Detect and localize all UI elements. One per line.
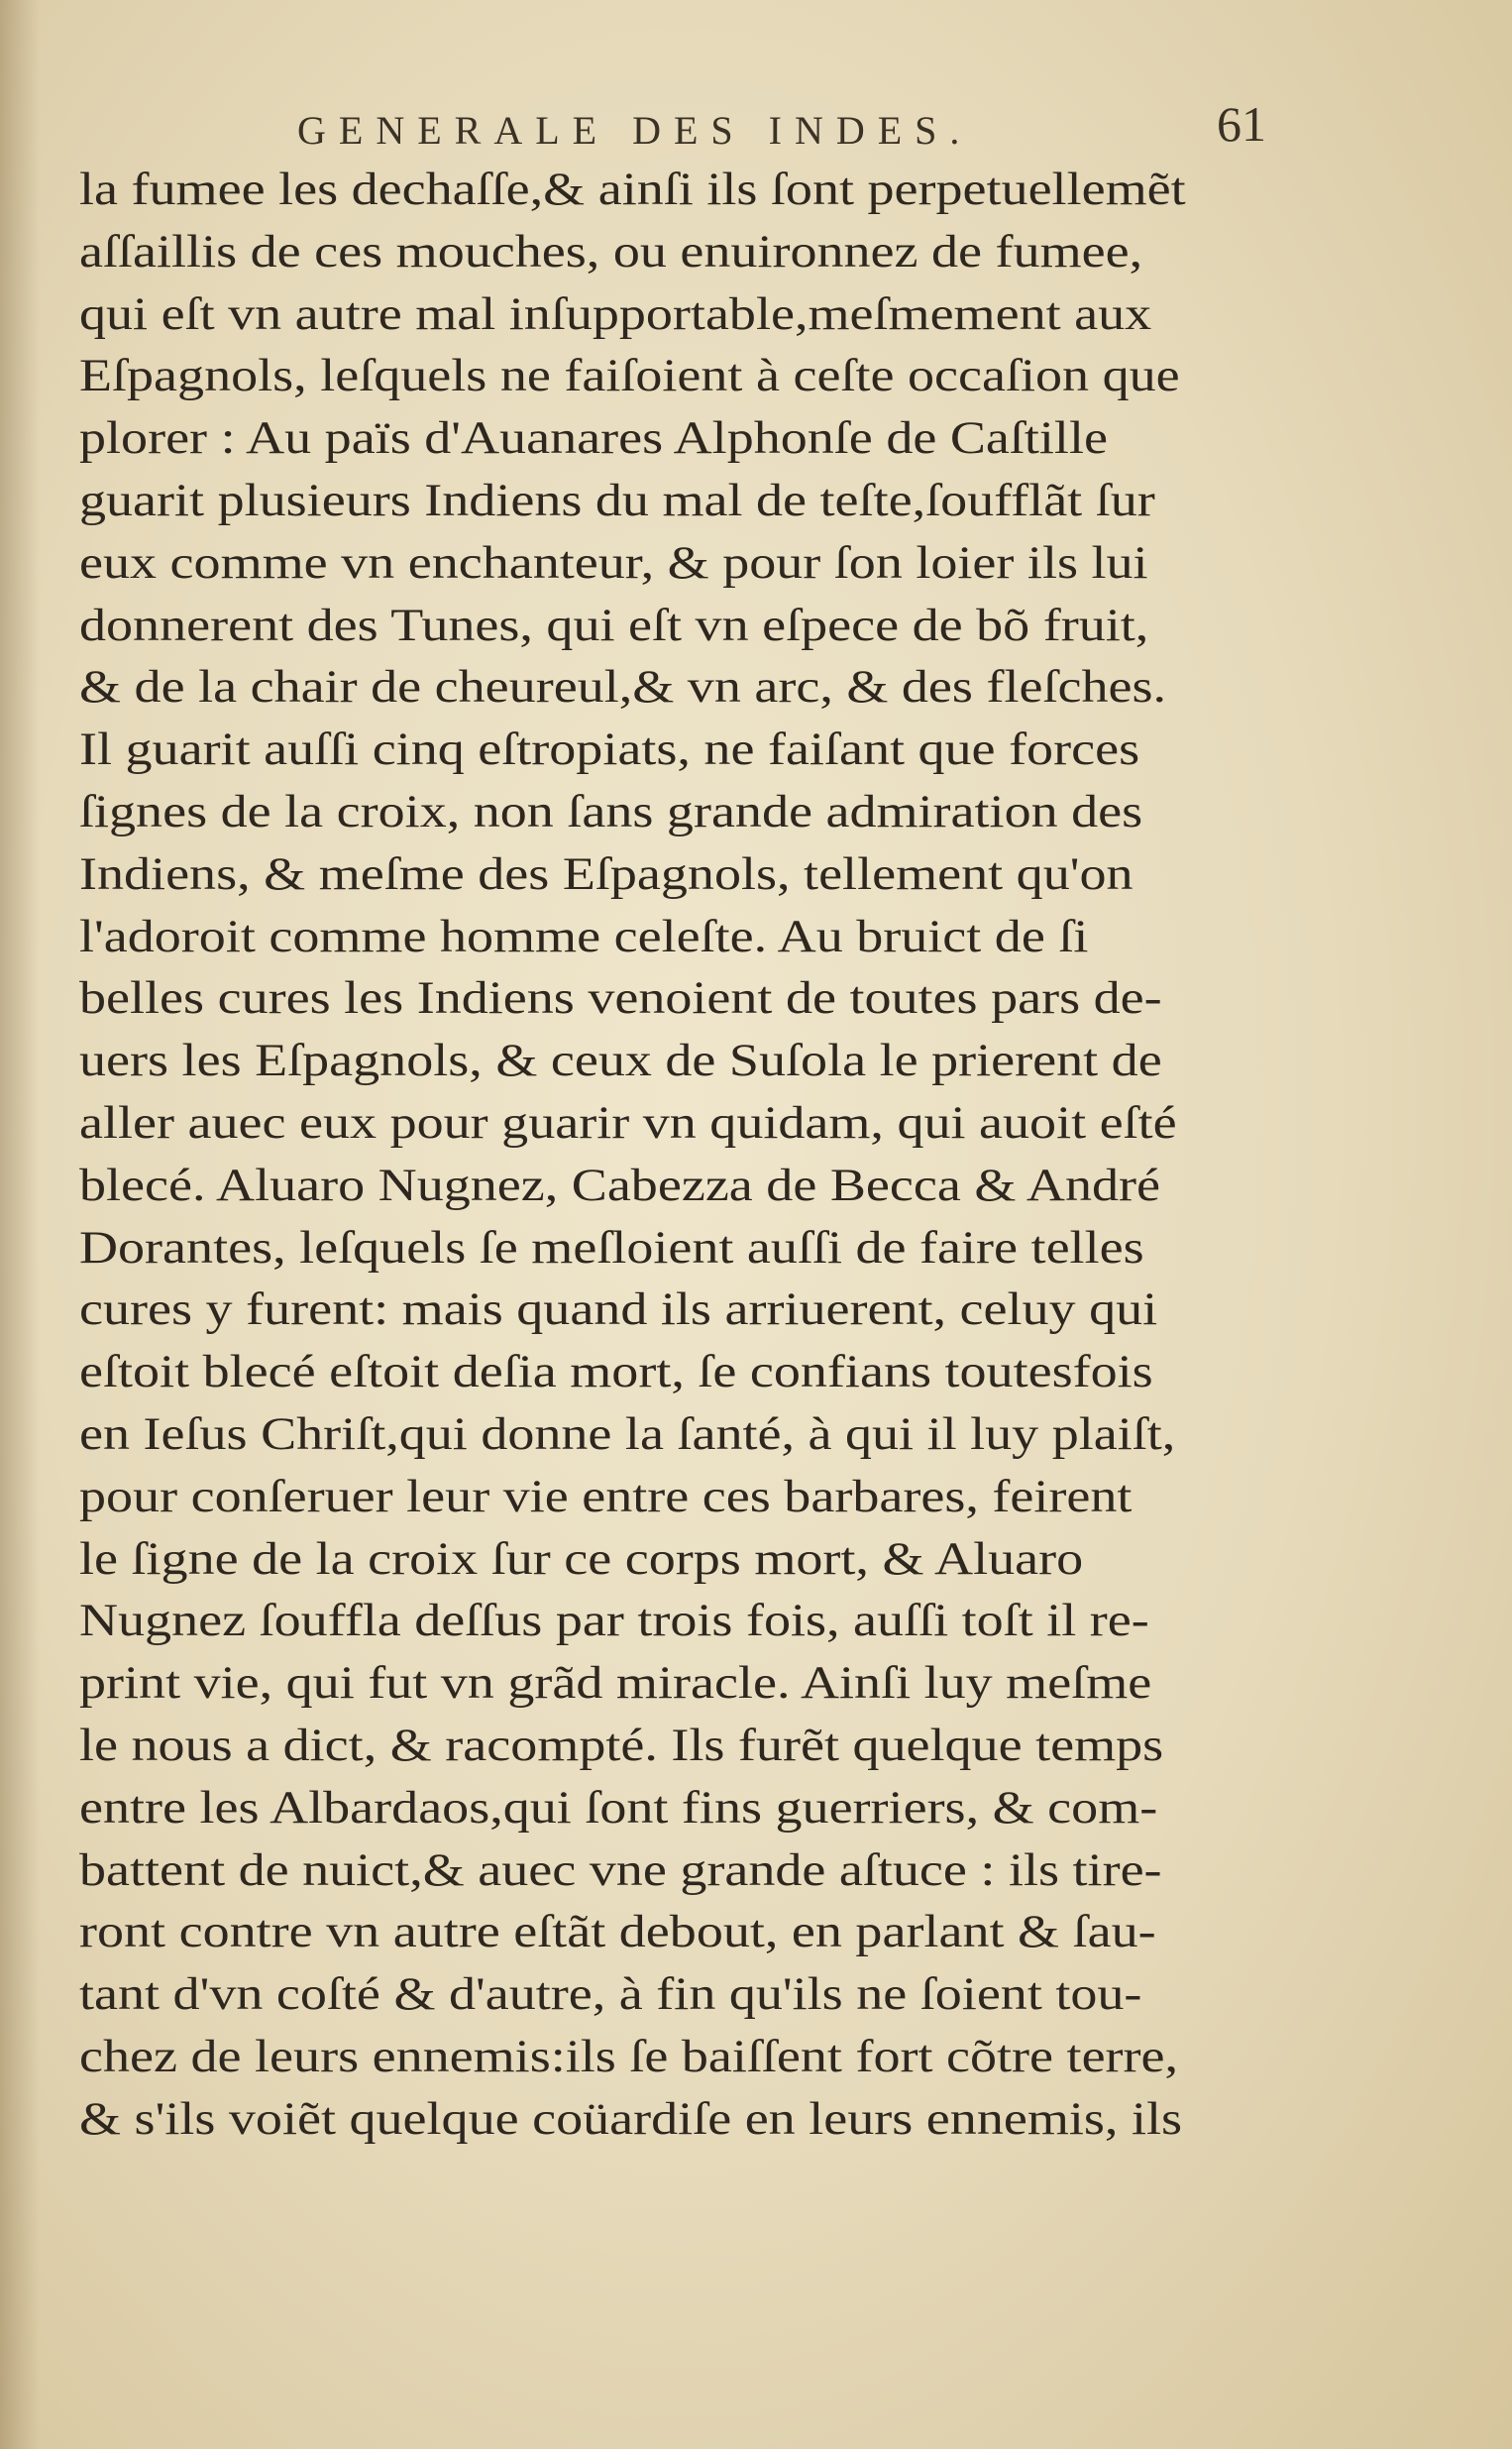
text-line-content: ront contre vn autre eſtãt debout, en parlant & ſau- [79, 1906, 1156, 1958]
text-line [79, 1341, 1268, 1403]
text-line [79, 159, 1268, 221]
text-line-content: ſignes de la croix, non ſans grande admiration des [79, 785, 1143, 837]
text-line-content: qui eſt vn autre mal inſupportable,meſmement aux [79, 287, 1152, 340]
text-line-content: & s'ils voiẽt quelque coüardiſe en leurs ennemis, ils [79, 2092, 1183, 2145]
text-line-content: pour conſeruer leur vie entre ces barbares, feirent [79, 1470, 1133, 1522]
text-line-content: guarit plusieurs Indiens du mal de teſte,ſoufflãt ſur [79, 474, 1155, 526]
text-line-content: eſtoit blecé eſtoit deſia mort, ſe confians toutesfois [79, 1346, 1153, 1398]
text-line [79, 1466, 1268, 1528]
text-line-content: cures y furent: mais quand ils arriuerent, celuy qui [79, 1283, 1158, 1336]
text-line-content: Eſpagnols, leſquels ne faiſoient à ceſte occaſion que [79, 350, 1180, 402]
text-line-content: entre les Albardaos,qui ſont fins guerriers, & com- [79, 1781, 1158, 1834]
text-line-content: la fumee les dechaſſe,& ainſi ils ſont perpetuellemẽt [79, 164, 1186, 215]
text-line-content: le nous a dict, & racompté. Ils furẽt quelque temps [79, 1719, 1164, 1771]
text-line-content: l'adoroit comme homme celeſte. Au bruict de ſi [79, 910, 1089, 962]
text-line [79, 906, 1268, 968]
text-line [79, 345, 1268, 407]
text-line [79, 1963, 1268, 2026]
text-line [79, 1217, 1268, 1280]
text-line [79, 283, 1268, 346]
text-line [79, 656, 1268, 719]
text-line [79, 532, 1268, 595]
text-line [79, 1403, 1268, 1466]
running-head: GENERALE DES INDES. [297, 108, 973, 153]
text-line-content: chez de leurs ennemis:ils ſe baiſſent fort cõtre terre, [79, 2030, 1179, 2082]
text-line [79, 595, 1268, 657]
text-line [79, 1279, 1268, 1341]
text-line [79, 1839, 1268, 1902]
text-line [79, 1590, 1268, 1652]
text-line-content: donnerent des Tunes, qui eſt vn eſpece de bõ fruit, [79, 599, 1149, 651]
text-line [79, 1901, 1268, 1963]
text-line-content: le ſigne de la croix ſur ce corps mort, & Aluaro [79, 1532, 1084, 1585]
text-line-content: blecé. Aluaro Nugnez, Cabezza de Becca & André [79, 1159, 1161, 1211]
text-line [79, 843, 1268, 906]
text-line-content: & de la chair de cheureul,& vn arc, & des fleſches. [79, 661, 1167, 714]
text-line [79, 1528, 1268, 1591]
text-line [79, 2026, 1268, 2088]
text-line-content: print vie, qui fut vn grãd miracle. Ainſi luy meſme [79, 1657, 1152, 1710]
text-line-content: battent de nuict,& auec vne grande aſtuce : ils tire- [79, 1843, 1162, 1896]
text-line [79, 221, 1268, 283]
text-line-content: plorer : Au païs d'Auanares Alphonſe de Caſtille [79, 412, 1108, 465]
text-line [79, 1652, 1268, 1715]
text-line-content: Indiens, & meſme des Eſpagnols, tellement qu'on [79, 847, 1134, 900]
text-line-content: aller auec eux pour guarir vn quidam, qui auoit eſté [79, 1096, 1177, 1149]
text-line [79, 1030, 1268, 1092]
text-line [79, 470, 1268, 532]
text-line [79, 1777, 1268, 1839]
body-text [79, 159, 1268, 2151]
text-line-content: en Ieſus Chriſt,qui donne la ſanté, à qui il luy plaiſt, [79, 1407, 1176, 1460]
text-line-content: Il guarit auſſi cinq eſtropiats, ne faiſant que forces [79, 724, 1140, 776]
text-line [79, 1155, 1268, 1217]
text-line [79, 781, 1268, 843]
text-line-content: uers les Eſpagnols, & ceux de Suſola le prierent de [79, 1035, 1162, 1087]
text-line-content: eux comme vn enchanteur, & pour ſon loier ils lui [79, 536, 1148, 589]
text-line-content: Nugnez ſouffla deſſus par trois fois, auſſi toſt il re- [79, 1595, 1149, 1647]
text-line [79, 2088, 1268, 2151]
text-line [79, 719, 1268, 781]
text-line [79, 1715, 1268, 1777]
text-line-content: belles cures les Indiens venoient de toutes pars de- [79, 972, 1162, 1025]
text-line [79, 407, 1268, 470]
text-line [79, 967, 1268, 1030]
text-line-content: aſſaillis de ces mouches, ou enuironnez de fumee, [79, 225, 1143, 278]
text-line [79, 1092, 1268, 1155]
text-line-content: tant d'vn coſté & d'autre, à fin qu'ils ne ſoient tou- [79, 1968, 1142, 2021]
gutter-shadow [0, 0, 40, 2449]
text-line-content: Dorantes, leſquels ſe meſloient auſſi de faire telles [79, 1221, 1144, 1274]
page-number: 61 [1217, 96, 1266, 152]
